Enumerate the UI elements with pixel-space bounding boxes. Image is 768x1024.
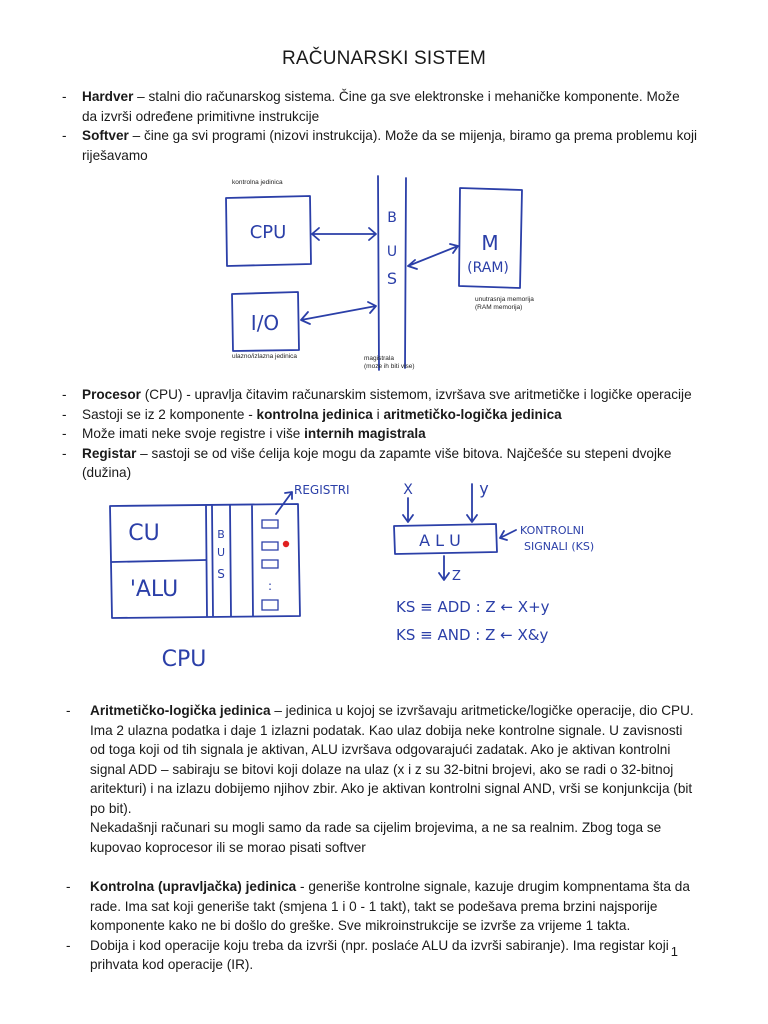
register-cell (262, 520, 278, 528)
term-softver: Softver (82, 128, 129, 143)
arrow-z-out (439, 556, 449, 580)
term-kontrolna-upravljacka: Kontrolna (upravljačka) jedinica (90, 879, 297, 894)
page-number: 1 (670, 944, 678, 959)
text-procesor: (CPU) - upravlja čitavim računarskim sistemom, izvršava sve aritmetičke i logičke operacije (140, 387, 692, 402)
list-item-registar: - Registar – sastoji se od više ćelija koje mogu da zapamte više bitova. Najčešće su stepeni dvojke (dužina) (62, 445, 672, 480)
alu-note: Nekadašnji računari su mogli samo da rade sa cijelim brojevima, a ne sa realnim. Zbog toga se kupovao koprocesor ili se morao pisati softver (90, 820, 662, 855)
term-procesor: Procesor (82, 387, 141, 402)
registri-label: REGISTRI (294, 483, 350, 497)
label-kontrolna-jedinica: kontrolna jedinica (232, 179, 283, 186)
cu-alu-divider (112, 560, 206, 562)
term-hardver: Hardver (82, 89, 134, 104)
memory-note-2: (RAM memorija) (475, 304, 523, 311)
def-hardver: – stalni dio računarskog sistema. Čine ga sve elektronske i mehaničke komponente. Može da izvrši određene primitivne instrukcije (82, 89, 680, 124)
cpu-label: CPU (249, 222, 287, 243)
def-softver: – čine ga svi programi (nizovi instrukcija). Može da se mijenja, biramo ga prema problemu koji riješavamo (82, 128, 697, 163)
def-kod-operacije: Dobija i kod operacije koju treba da izvrši (npr. poslaće ALU da izvrši sabiranje). Ima registar koji prihvata kod operacije (IR). (90, 937, 669, 972)
cpu-internals-diagram (92, 474, 382, 674)
list-item-kod-operacije: - Dobija i kod operacije koju treba da izvrši (npr. poslaće ALU da izvrši sabiranje). Ima registar koji prihvata kod operacije (IR). (66, 937, 669, 972)
list-item-registri: - Može imati neke svoje registre i više internih magistrala (62, 426, 426, 441)
ks-label-2: SIGNALI (KS) (524, 540, 595, 553)
cu-label: CU (128, 521, 160, 546)
arrow-x-in (403, 498, 413, 522)
register-cell (262, 600, 278, 610)
input-y-label: y (479, 479, 489, 498)
bus-letter-b: B (217, 528, 225, 541)
memory-label-ram: (RAM) (467, 260, 509, 276)
term-alu: aritmetičko-logička jedinica (383, 406, 562, 422)
bus-letter-u: U (386, 244, 398, 260)
page-title: RAČUNARSKI SISTEM (282, 48, 486, 69)
arrow-cpu-bus (312, 228, 376, 240)
bus-letter-u: U (216, 546, 226, 559)
register-dots: : (267, 579, 273, 593)
io-label: I/O (250, 311, 280, 335)
alu-label: 'ALU (129, 577, 179, 602)
term-registar: Registar (82, 445, 137, 461)
red-marker-dot (283, 541, 289, 547)
io-note: ulazno/izlazna jedinica (232, 353, 298, 360)
arrow-y-in (467, 484, 477, 522)
memory-note-1: unutrasnja memorija (475, 296, 534, 303)
alu-box-label: A L U (419, 531, 461, 550)
def-alu: – jedinica u kojoj se izvršavaju aritmeticke/logičke operacije, dio CPU. Ima 2 ulazna podatka i daje 1 izlazni podatak. Kao ulaz dobija neke kontrolne signale. U zavisnosti od toga koji od tih signala je aktivan, ALU izvršava odgovarajući zadatak. Ako je aktivan kontrolni signal ADD – sabiraju se bitovi koji dolaze na ulaz (x i z su 32-bitni brojevi, ako se radi o 32-bitnoj aritekturi) i na izlazu dobijemo njihov zbir. Ako je aktivan kontrolni signal AND, vrši se konjunkcija (bit po bit). (90, 703, 694, 816)
output-z-label: Z (452, 569, 461, 584)
list-item-softver: - Softver – čine ga svi programi (nizovi instrukcija). Može da se mijenja, biramo ga prema problemu koji riješavamo (62, 128, 697, 163)
list-item-komponente: - Sastoji se iz 2 komponente - kontrolna jedinica i aritmetičko-logička jedinica (62, 406, 562, 422)
def-kontrolna: - generiše kontrolne signale, kazuje drugim kompnentama šta da rade. Ima sat koji generiše takt (smjena 1 i 0 - 1 takt), takt se podešava prema brzini najsporije komponente kako ne bi došlo do greške. Sve mikroinstrukcije se izvrše za vrijeme 1 takta. (90, 879, 690, 933)
arrow-bus-memory (408, 244, 458, 269)
arrow-io-bus (301, 302, 376, 324)
cpu-caption: CPU (161, 647, 207, 672)
bus-letter-s: S (217, 567, 225, 581)
list-item-alu: - Aritmetičko-logička jedinica – jedinica u kojoj se izvršavaju aritmeticke/logičke operacije, dio CPU. Ima 2 ulazna podatka i daje 1 izlazni podatak. Kao ulaz dobija neke kontrolne signale. U zavisnosti od toga koji od tih signala je aktivan, ALU izvršava odgovarajući zadatak. Ako je aktivan kontrolni signal ADD – sabiraju se bitovi koji dolaze na ulaz (x i z su 32-bitni brojevi, ako se radi o 32-bitnoj aritekturi) i na izlazu dobijemo njihov zbir. Ako je aktivan kontrolni signal AND, vrši se konjunkcija (bit po bit). Nekadašnji računari su mogli samo da rade sa cijelim brojevima, a ne sa realnim. Zbog toga se kupovao koprocesor ili se morao pisati softver (66, 703, 694, 855)
bus-line-right (405, 178, 406, 368)
list-item-kontrolna: - Kontrolna (upravljačka) jedinica - generiše kontrolne signale, kazuje drugim kompnentama šta da rade. Ima sat koji generiše takt (smjena 1 i 0 - 1 takt), takt se podešava prema brzini najsporije komponente kako ne bi došlo do greške. Sve mikroinstrukcije se izvrše za vrijeme 1 takta. (66, 879, 690, 933)
alu-diagram (390, 476, 630, 656)
bus-note-2: (moze ih biti vise) (364, 363, 415, 370)
bus-letter-s: S (386, 269, 398, 288)
term-aritmeticko-logicka: Aritmetičko-logička jedinica (90, 703, 271, 718)
list-item-procesor: - Procesor (CPU) - upravlja čitavim računarskim sistemom, izvršava sve aritmetičke i logičke operacije (62, 387, 692, 402)
details-list (66, 701, 700, 975)
equation-and: KS ≡ AND : Z ← X&y (396, 626, 549, 644)
inner-bus-right (230, 505, 231, 616)
intro-list (62, 87, 698, 165)
equation-add: KS ≡ ADD : Z ← X+y (396, 598, 550, 616)
term-kontrolna-jedinica: kontrolna jedinica (256, 406, 373, 422)
bus-note-1: magistrala (364, 355, 394, 362)
input-x-label: X (403, 482, 413, 498)
arrow-ks-in (500, 530, 516, 540)
term-interne-magistrale: internih magistrala (304, 426, 426, 441)
memory-label-m: M (481, 231, 499, 255)
register-cell (262, 560, 278, 568)
cu-right-edge (206, 506, 207, 616)
bus-line-left (378, 176, 379, 370)
register-cell (262, 542, 278, 550)
ks-label-1: KONTROLNI (520, 524, 585, 537)
list-item-hardver: - Hardver – stalni dio računarskog sistema. Čine ga sve elektronske i mehaničke komponente. Može da izvrši određene primitivne instrukcije (62, 89, 680, 124)
system-diagram (222, 172, 542, 374)
registers-divider (252, 506, 253, 616)
arrow-to-registri (276, 492, 292, 514)
bus-letter-b: B (387, 210, 397, 226)
cpu-list (62, 385, 702, 483)
inner-bus-left (212, 506, 213, 616)
